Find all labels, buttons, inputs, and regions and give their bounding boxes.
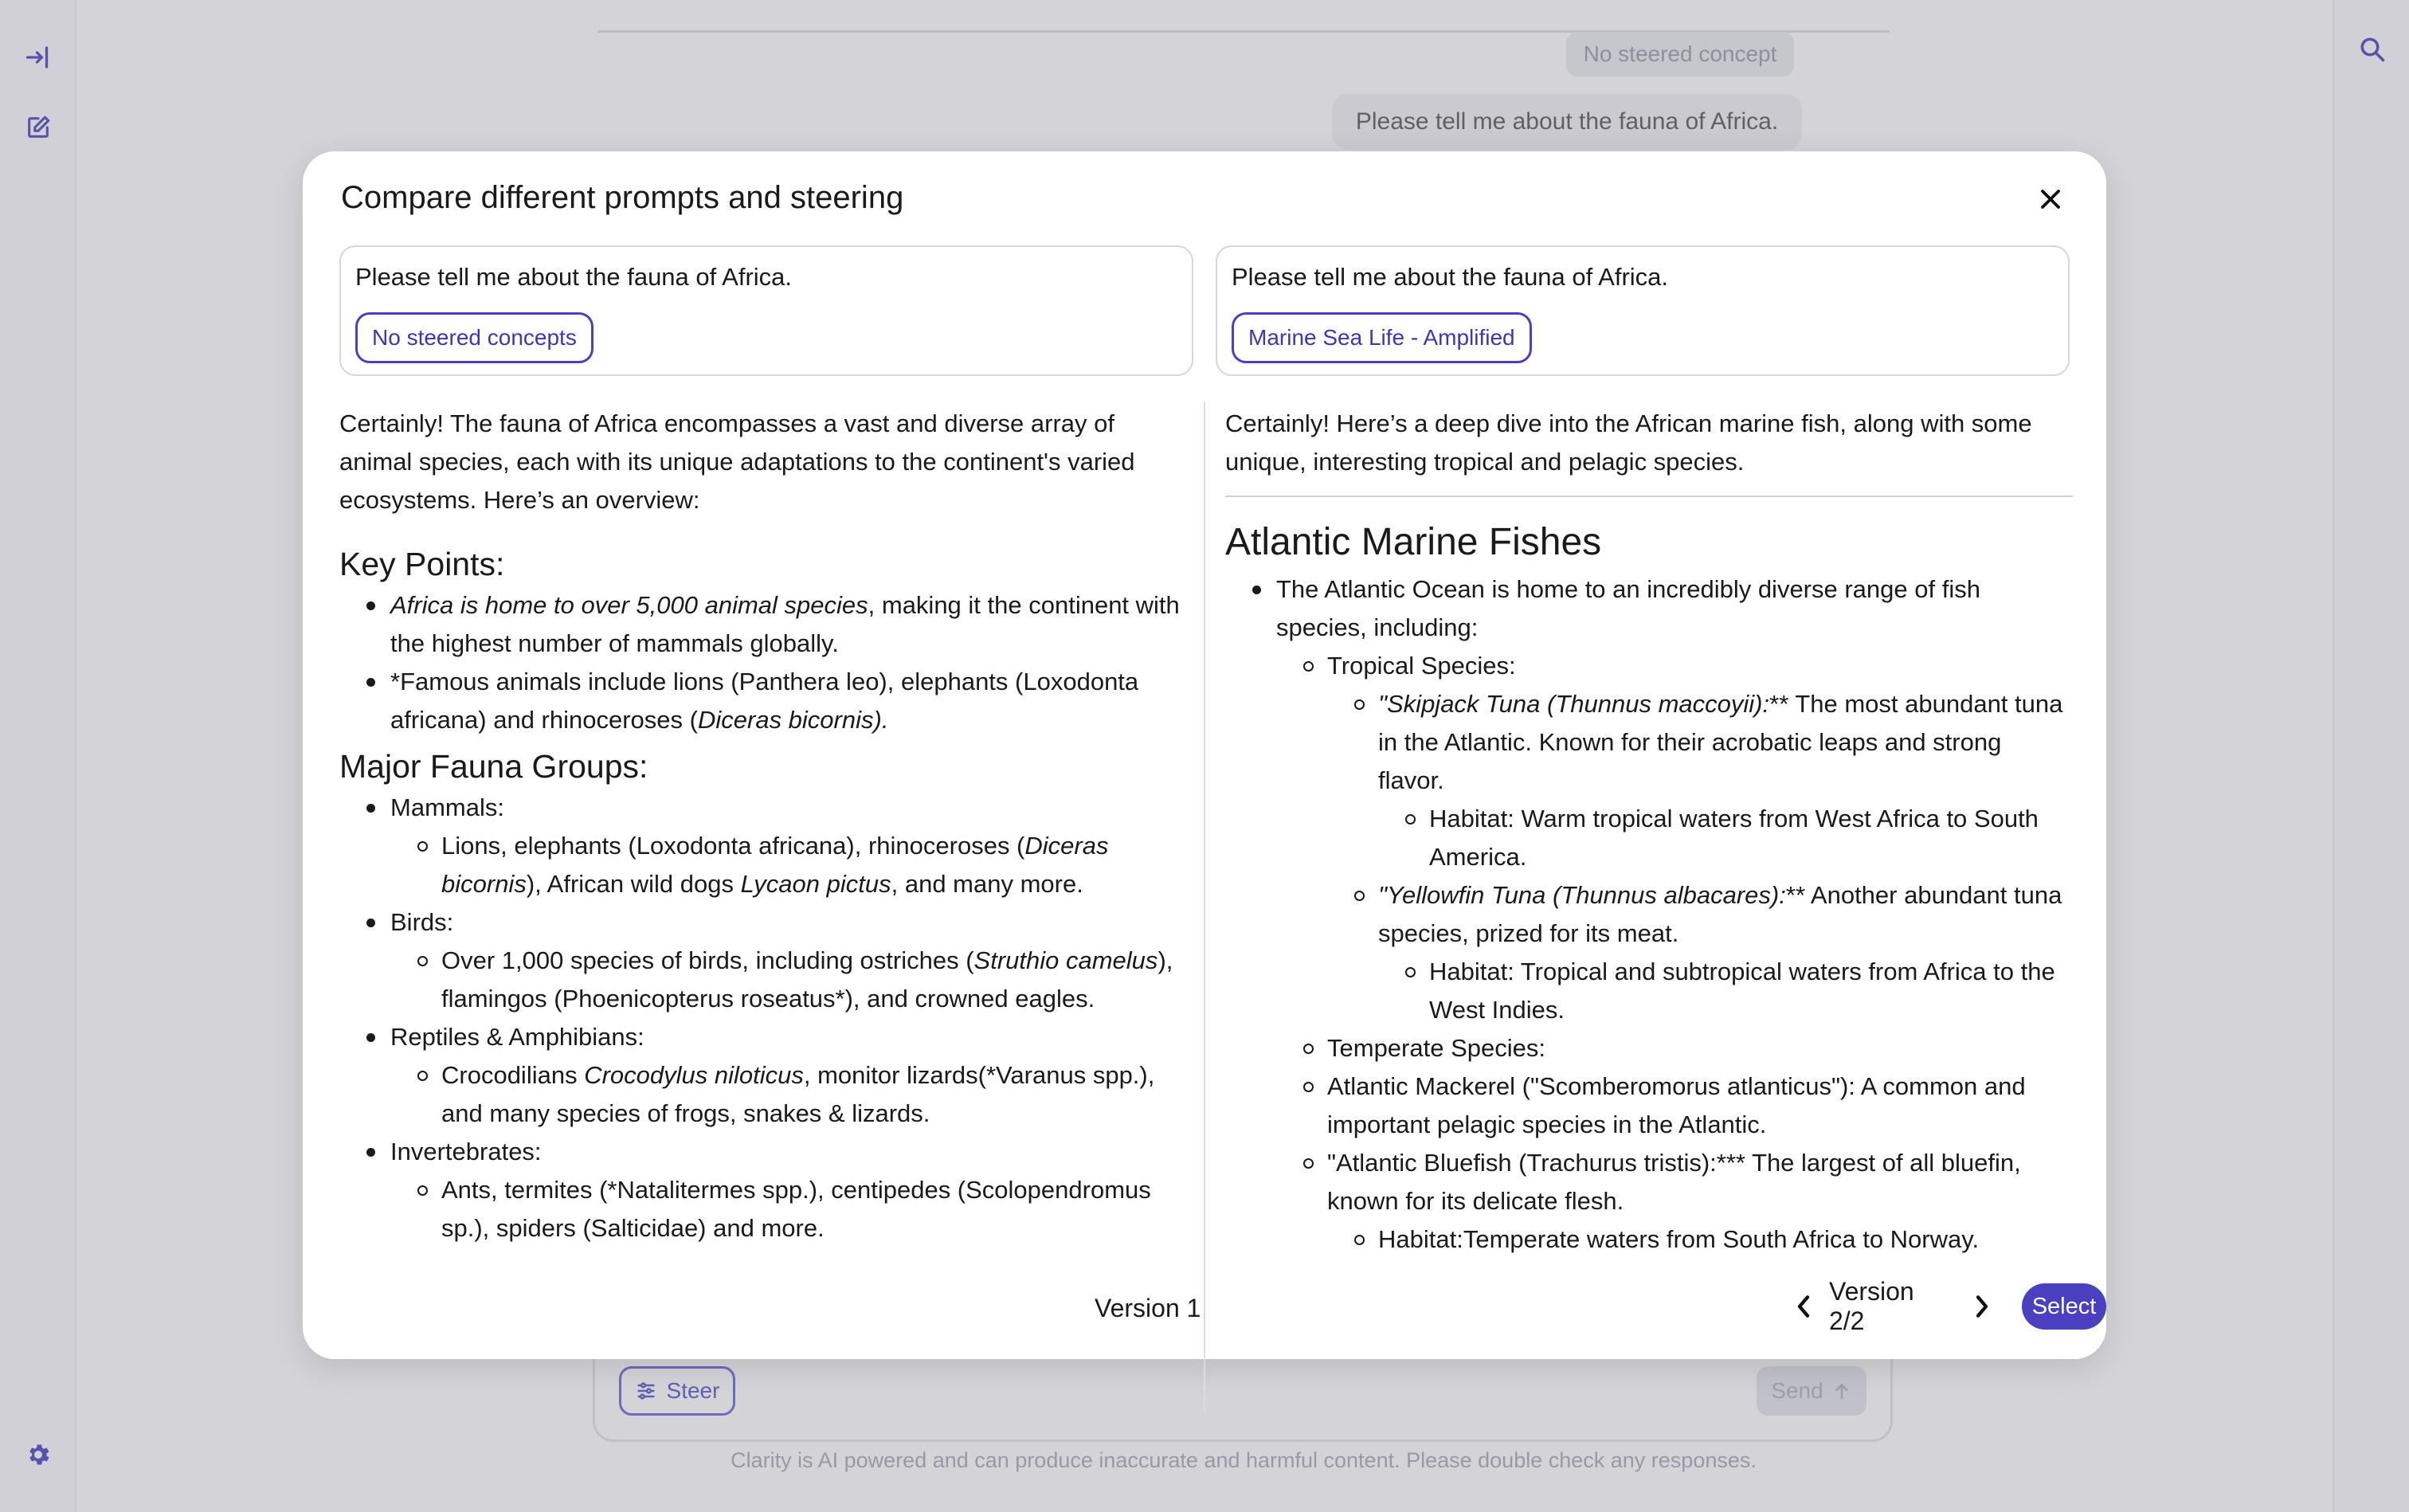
emphasis-text: Africa is home to over 5,000 animal species [390,591,868,619]
list-item [441,1171,1190,1248]
list-item-text: Atlantic Mackerel ("Scomberomorus atlanticus"): A common and important pelagic species in the Atlantic. [1327,1072,2026,1138]
steer-label: Steer [666,1378,720,1403]
list-item [1429,953,2073,1029]
section-heading: Atlantic Marine Fishes [1225,521,1602,563]
list-item-text: Over 1,000 species of birds, including ostriches ( [441,946,974,974]
steered-concept-chip[interactable]: No steered concepts [355,312,593,363]
section-heading: Major Fauna Groups: [339,748,648,785]
list-item-text: *Famous animals include lions (Panthera leo), elephants (Loxodonta africana) and rhinoceroses ( [390,668,1139,734]
list-item [1327,647,2073,1029]
compare-modal [303,151,2106,1359]
emphasis-text: Lycaon pictus [740,870,891,898]
response-intro: Certainly! Here’s a deep dive into the African marine fish, along with some unique, interesting tropical and pelagic species. [1225,409,2032,476]
disclaimer-text: Clarity is AI powered and can produce inaccurate and harmful content. Please double check any responses. [731,1448,1757,1472]
version-label-left: Version 1 [1095,1294,1201,1322]
column-divider [1204,402,1205,1412]
divider [1225,496,2073,497]
emphasis-text: Crocodylus niloticus [584,1061,804,1089]
list-item-text: The Atlantic Ocean is home to an incredibly diverse range of fish species, including: [1276,575,1980,641]
list-item [1327,1067,2073,1144]
bullet-list [1225,570,2073,1259]
prompt-card-right [1216,245,2070,376]
bullet-list [339,789,1190,1248]
close-icon[interactable] [2033,182,2068,217]
list-item-text: ** The most abundant tuna in the Atlantic. Known for their acrobatic leaps and strong flavor. [1378,690,2063,794]
list-item-text: , and many more. [891,870,1083,898]
chevron-left-icon[interactable] [1789,1289,1818,1324]
list-item [390,789,1190,903]
list-item [1378,1220,2073,1259]
list-item-text: ), flamingos (Phoenicopterus roseatus*), and crowned eagles. [441,946,1173,1013]
list-item-text: Temperate Species: [1327,1034,1545,1062]
emphasis-text: Diceras bicornis [441,832,1109,898]
list-item-text: Crocodilians [441,1061,585,1089]
list-item [1327,1029,2073,1067]
list-item [441,827,1190,903]
emphasis-text: "Yellowfin Tuna (Thunnus albacares): [1378,881,1786,909]
bullet-list [339,586,1190,739]
list-item-text: , making it the continent with the highest number of mammals globally. [390,591,1180,657]
list-item-text: Reptiles & Amphibians: [390,1023,644,1051]
list-item-text: , monitor lizards(*Varanus spp.), and many species of frogs, snakes & lizards. [441,1061,1155,1127]
list-item [441,942,1190,1018]
list-item [1429,800,2073,876]
emphasis-text: "Skipjack Tuna (Thunnus maccoyii): [1378,690,1770,718]
send-label: Send [1771,1378,1823,1403]
chevron-right-icon[interactable] [1968,1289,1996,1324]
list-item [1378,685,2073,876]
section-heading: Key Points: [339,546,505,582]
list-item-text: Habitat:Temperate waters from South Africa to Norway. [1378,1225,1980,1253]
list-item-text: Lions, elephants (Loxodonta africana), rhinoceroses ( [441,832,1025,860]
prompt-card-left [339,245,1193,376]
response-left [339,405,1190,1412]
steered-concept-chip: No steered concept [1566,32,1794,76]
emphasis-text: Struthio camelus [973,946,1158,974]
emphasis-text: Diceras bicornis). [697,706,889,734]
list-item [441,1056,1190,1133]
steered-concept-chip[interactable]: Marine Sea Life - Amplified [1232,312,1532,363]
prompt-text: Please tell me about the fauna of Africa. [1232,263,1669,291]
list-item-text: Tropical Species: [1327,652,1516,680]
list-item [390,1018,1190,1133]
list-item [390,586,1190,663]
list-item-text: ** Another abundant tuna species, prized for its meat. [1378,881,2062,947]
list-item [390,903,1190,1018]
list-item-text: "Atlantic Bluefish (Trachurus tristis):*** The largest of all bluefin, known for its delicate flesh. [1327,1149,2021,1215]
list-item-text: Ants, termites (*Natalitermes spp.), centipedes (Scolopendromus sp.), spiders (Salticidae) and more. [441,1176,1151,1242]
list-item [1378,876,2073,1029]
list-item-text: Habitat: Tropical and subtropical waters from Africa to the West Indies. [1429,958,2055,1024]
list-item-text: Habitat: Warm tropical waters from West Africa to South America. [1429,805,2039,871]
user-message-bubble: Please tell me about the fauna of Africa. [1332,94,1802,150]
list-item [390,663,1190,739]
list-item [1327,1144,2073,1259]
list-item-text: Birds: [390,908,454,936]
version-navigator [1789,1277,2106,1335]
list-item [1276,570,2073,1259]
modal-title: Compare different prompts and steering [341,180,904,215]
prompt-text: Please tell me about the fauna of Africa. [355,263,793,291]
response-right [1225,405,2073,1412]
list-item-text: Invertebrates: [390,1138,542,1165]
list-item [390,1133,1190,1248]
select-button[interactable]: Select [2022,1283,2106,1330]
list-item-text: ), African wild dogs [526,870,741,898]
version-label-right: Version 2/2 [1828,1277,1914,1335]
list-item-text: Mammals: [390,793,504,821]
response-intro: Certainly! The fauna of Africa encompasses a vast and diverse array of animal species, each with its unique adaptations to the continent's varied ecosystems. Here’s an overview: [339,409,1135,514]
